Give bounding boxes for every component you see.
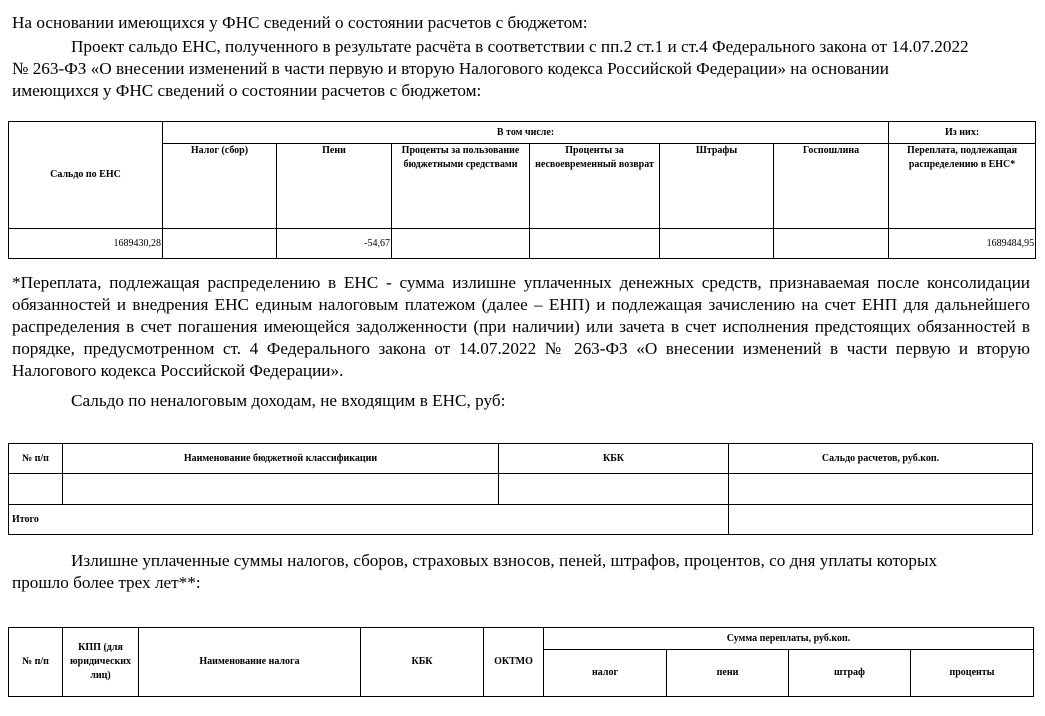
col-header-tax-name: Наименование налога — [139, 628, 361, 697]
table-row — [9, 229, 1036, 259]
cell-duty — [774, 229, 889, 259]
intro-line: На основании имеющихся у ФНС сведений о состоянии расчетов с бюджетом: — [12, 13, 588, 32]
cell-interest-late — [530, 229, 660, 259]
group-header-overpay: Сумма переплаты, руб.коп. — [544, 628, 1034, 650]
col-header-kpp: КПП (для юридических лиц) — [63, 628, 139, 697]
col-header-penalty: Пени — [277, 144, 392, 229]
col-header-num: № п/п — [9, 628, 63, 697]
col-header-num: № п/п — [9, 444, 63, 474]
col-header-name: Наименование бюджетной классификации — [63, 444, 499, 474]
col-header-tax: Налог (сбор) — [163, 144, 277, 229]
cell-saldo — [729, 474, 1033, 505]
cell-interest-budget — [392, 229, 530, 259]
section-3-title-line-1: Излишне уплаченные суммы налогов, сборов, страховых взносов, пеней, штрафов, процентов, со дня уплаты которых — [71, 551, 938, 570]
footnote: *Переплата, подлежащая распределению в ЕНС - сумма излишне уплаченных денежных средств, признаваемая после консолидации обязанностей и внедрения ЕНС единым налоговым платежом (далее – ЕНП) и подлежащая зачислению на счет ЕНП для дальнейшего распределения в счет погашения имеющейся задолженности (при наличии) или зачета в счет исполнения предстоящих обязанностей в порядке, предусмотренном ст. 4 Федерального закона от 14.07.2022 № 263-ФЗ «О внесении изменений в части первую и вторую Налогового кодекса Российской Федерации». — [12, 273, 1030, 380]
cell-saldo: 1689430,28 — [9, 229, 163, 259]
col-header-overpay: Переплата, подлежащая распределению в ЕНС* — [889, 144, 1036, 229]
cell-tax — [163, 229, 277, 259]
cell-kbk — [499, 474, 729, 505]
cell-name — [63, 474, 499, 505]
col-header-saldo: Сальдо расчетов, руб.коп. — [729, 444, 1033, 474]
col-header-tax: налог — [544, 650, 667, 697]
col-header-interest-budget: Проценты за пользование бюджетными средствами — [392, 144, 530, 229]
col-header-kbk: КБК — [361, 628, 484, 697]
section-2-title: Сальдо по неналоговым доходам, не входящим в ЕНС, руб: — [71, 391, 506, 410]
cell-num — [9, 474, 63, 505]
col-header-interest-late: Проценты за несвоевременный возврат — [530, 144, 660, 229]
col-header-kbk: КБК — [499, 444, 729, 474]
intro-paragraph-line-2: № 263-ФЗ «О внесении изменений в части первую и вторую Налогового кодекса Российской Федерации» на основании — [12, 59, 889, 78]
ens-saldo-table — [8, 121, 1036, 259]
cell-fines — [660, 229, 774, 259]
col-header-saldo: Сальдо по ЕНС — [9, 122, 163, 229]
intro-paragraph-line-3: имеющихся у ФНС сведений о состоянии расчетов с бюджетом: — [12, 81, 482, 100]
intro-paragraph-line-1: Проект сальдо ЕНС, полученного в результате расчёта в соответствии с пп.2 ст.1 и ст.4 Федерального закона от 14.07.2022 — [71, 37, 969, 56]
cell-overpay: 1689484,95 — [889, 229, 1036, 259]
group-header-of-them: Из них: — [889, 122, 1036, 144]
group-header-including: В том числе: — [163, 122, 889, 144]
total-label: Итого — [9, 505, 729, 535]
section-3-title-line-2: прошло более трех лет**: — [12, 573, 201, 592]
col-header-penalty: пени — [667, 650, 789, 697]
cell-penalty: -54,67 — [277, 229, 392, 259]
cell-total-saldo — [729, 505, 1033, 535]
col-header-interest: проценты — [911, 650, 1034, 697]
overpaid-table — [8, 627, 1034, 697]
col-header-duty: Госпошлина — [774, 144, 889, 229]
table-row — [9, 474, 1033, 505]
non-tax-income-table — [8, 443, 1033, 535]
col-header-fines: Штрафы — [660, 144, 774, 229]
total-row — [9, 505, 1033, 535]
col-header-fine: штраф — [789, 650, 911, 697]
col-header-oktmo: ОКТМО — [484, 628, 544, 697]
